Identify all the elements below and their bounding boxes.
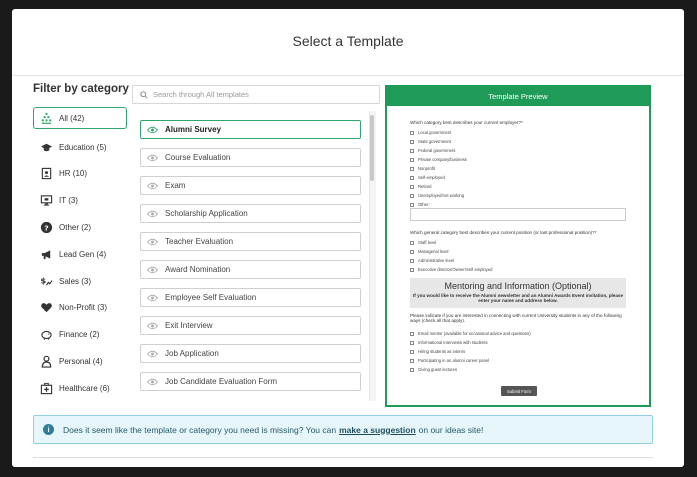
preview-submit-button: Submit Form xyxy=(501,386,537,396)
preview-question: Please indicate if you are interested in connecting with current University students in any of the following ways (check all that apply). xyxy=(410,313,622,324)
category-label: IT (3) xyxy=(59,196,78,206)
template-label: Exit Interview xyxy=(165,321,213,330)
template-label: Alumni Survey xyxy=(165,125,222,134)
person-icon xyxy=(39,355,53,369)
medkit-icon xyxy=(39,381,53,395)
category-hr[interactable] xyxy=(33,161,127,188)
eye-icon xyxy=(147,322,158,330)
preview-option: Hiring students as interns xyxy=(410,349,465,354)
id-badge-icon xyxy=(39,167,53,181)
template-preview xyxy=(385,85,651,407)
info-icon: i xyxy=(43,424,54,435)
eye-icon xyxy=(147,294,158,302)
preview-option: Local government xyxy=(410,130,451,135)
template-label: Job Candidate Evaluation Form xyxy=(165,377,278,386)
eye-icon xyxy=(147,378,158,386)
preview-option: Giving guest lectures xyxy=(410,367,457,372)
category-label: Sales (3) xyxy=(59,276,92,286)
eye-icon xyxy=(147,350,158,358)
preview-option: Administrative level xyxy=(410,258,454,263)
template-item[interactable] xyxy=(140,344,361,363)
tree-icon xyxy=(39,111,53,125)
preview-option: Executive director/Owner/Self employed xyxy=(410,267,492,272)
eye-icon xyxy=(147,126,158,134)
svg-text:$: $ xyxy=(39,275,46,286)
modal-title: Select a Template xyxy=(292,33,404,49)
preview-section-banner xyxy=(410,278,626,308)
eye-icon xyxy=(147,266,158,274)
template-item[interactable] xyxy=(140,316,361,335)
category-healthcare[interactable] xyxy=(33,375,127,402)
monitor-icon xyxy=(39,194,53,208)
search-icon xyxy=(140,91,148,99)
category-label: Lead Gen (4) xyxy=(59,249,107,259)
preview-section-text: If you would like to receive the Alumni newsletter and an Alumni Awards Event invitation, please enter your name and address below. xyxy=(413,293,623,304)
category-it[interactable] xyxy=(33,187,127,214)
category-label: Education (5) xyxy=(59,142,107,152)
missing-template-notice xyxy=(33,415,653,444)
piggy-bank-icon xyxy=(39,328,53,342)
svg-text:?: ? xyxy=(43,223,49,233)
preview-option: Federal government xyxy=(410,148,455,153)
heart-icon xyxy=(39,301,53,315)
template-item[interactable] xyxy=(140,176,361,195)
preview-option: Participating in an alumni career panel xyxy=(410,358,489,363)
preview-option: Private company/business xyxy=(410,157,467,162)
title-divider xyxy=(12,75,684,76)
preview-option: Unemployed/not working xyxy=(410,193,464,198)
eye-icon xyxy=(147,154,158,162)
footer-divider xyxy=(33,457,653,458)
category-label: Healthcare (6) xyxy=(59,383,110,393)
category-label: All (42) xyxy=(59,113,85,123)
preview-option: Email mentor (available for occasional advice and questions) xyxy=(410,331,531,336)
template-label: Teacher Evaluation xyxy=(165,237,234,246)
category-all[interactable] xyxy=(33,107,127,129)
notice-text-end: on our ideas site! xyxy=(418,424,484,435)
category-other[interactable] xyxy=(33,214,127,241)
category-non-profit[interactable] xyxy=(33,295,127,322)
preview-option: Other: xyxy=(410,202,430,207)
template-item[interactable] xyxy=(140,204,361,223)
template-item[interactable] xyxy=(140,120,361,139)
preview-question: Which general category best describes your current position (or last professional position)?* xyxy=(410,230,597,235)
preview-option: Retired xyxy=(410,184,432,189)
category-education[interactable] xyxy=(33,134,127,161)
notice-text: Does it seem like the template or category you need is missing? You can xyxy=(63,424,337,435)
preview-option: Self-employed xyxy=(410,175,445,180)
template-item[interactable] xyxy=(140,232,361,251)
template-label: Employee Self Evaluation xyxy=(165,293,257,302)
template-label: Award Nomination xyxy=(165,265,231,274)
template-label: Scholarship Application xyxy=(165,209,248,218)
preview-question: Which category best describes your current employer?* xyxy=(410,120,523,125)
category-label: Other (2) xyxy=(59,223,92,233)
preview-other-field xyxy=(410,208,626,221)
category-personal[interactable] xyxy=(33,348,127,375)
template-item[interactable] xyxy=(140,148,361,167)
preview-option: Nonprofit xyxy=(410,166,435,171)
eye-icon xyxy=(147,182,158,190)
template-modal xyxy=(12,9,684,467)
category-list xyxy=(33,107,127,402)
preview-section-title: Mentoring and Information (Optional) xyxy=(444,281,592,291)
template-label: Job Application xyxy=(165,349,219,358)
filter-heading: Filter by category xyxy=(33,83,129,95)
template-list xyxy=(140,120,361,400)
template-search[interactable] xyxy=(132,85,380,104)
preview-option: State government xyxy=(410,139,451,144)
category-label: HR (10) xyxy=(59,169,88,179)
category-finance[interactable] xyxy=(33,321,127,348)
make-suggestion-link[interactable]: make a suggestion xyxy=(339,424,416,435)
eye-icon xyxy=(147,238,158,246)
graduation-cap-icon xyxy=(39,140,53,154)
search-input[interactable] xyxy=(153,90,373,99)
preview-option: Managerial level xyxy=(410,249,449,254)
template-label: Exam xyxy=(165,181,186,190)
template-item[interactable] xyxy=(140,372,361,391)
preview-option: Staff level xyxy=(410,240,436,245)
category-lead-gen[interactable] xyxy=(33,241,127,268)
category-sales[interactable] xyxy=(33,268,127,295)
category-label: Personal (4) xyxy=(59,357,103,367)
question-icon xyxy=(39,221,53,235)
category-label: Finance (2) xyxy=(59,330,100,340)
eye-icon xyxy=(147,210,158,218)
dollar-chart-icon xyxy=(39,274,53,288)
template-label: Course Evaluation xyxy=(165,153,231,162)
preview-option: Informational interviews with students xyxy=(410,340,488,345)
scrollbar-thumb[interactable] xyxy=(370,115,374,181)
template-item[interactable] xyxy=(140,288,361,307)
category-label: Non-Profit (3) xyxy=(59,303,108,313)
preview-header: Template Preview xyxy=(387,87,649,106)
megaphone-icon xyxy=(39,247,53,261)
template-item[interactable] xyxy=(140,260,361,279)
